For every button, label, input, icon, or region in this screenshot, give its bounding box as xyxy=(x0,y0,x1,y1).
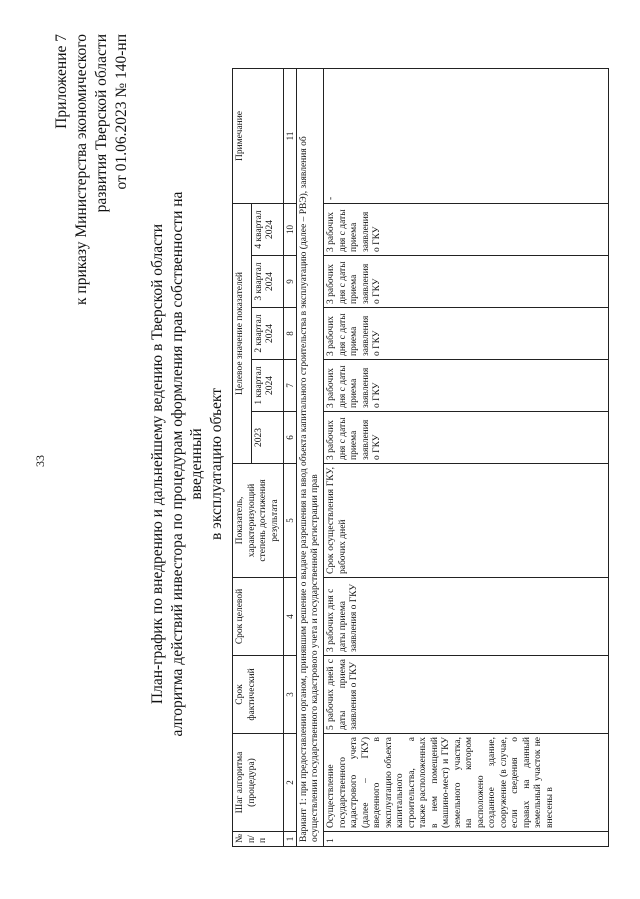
row-q4: 3 рабочих дня с даты приема заявления о ГКУ xyxy=(324,204,609,256)
appendix-line: от 01.06.2023 № 140-нп xyxy=(113,34,130,190)
row-target: 3 рабочих дня с даты приема заявления о ГКУ xyxy=(324,578,609,656)
row-number: 1 xyxy=(324,832,609,847)
header-indicator: Показатель, характеризующий степень достижения результата xyxy=(233,464,284,578)
header-step: Шаг алгоритма (процедура) xyxy=(233,734,284,832)
appendix-line: Приложение 7 xyxy=(53,34,70,129)
column-number: 1 xyxy=(284,832,297,847)
header-q4: 4 квартал 2024 xyxy=(251,204,283,256)
column-number: 8 xyxy=(284,308,297,360)
header-row xyxy=(233,69,252,847)
column-number: 6 xyxy=(284,412,297,464)
header-q2: 2 квартал 2024 xyxy=(251,308,283,360)
column-number: 9 xyxy=(284,256,297,308)
header-q3: 3 квартал 2024 xyxy=(251,256,283,308)
row-q2: 3 рабочих дня с даты приема заявления о ГКУ xyxy=(324,308,609,360)
header-2023: 2023 xyxy=(251,412,283,464)
row-indicator: Срок осуществления ГКУ, рабочих дней xyxy=(324,464,609,578)
column-number: 7 xyxy=(284,360,297,412)
column-number-row xyxy=(284,69,297,847)
column-number: 11 xyxy=(284,69,297,204)
variant-text: Вариант 1: при предоставлении органом, принявшим решение о выдаче разрешения на ввод объекта капитального строительства в эксплуатацию (далее – РВЭ), заявления об осуществлении государственного кадастрового учета и государственной регистрации прав xyxy=(297,69,324,847)
document-title xyxy=(148,179,226,749)
row-q1: 3 рабочих дня с даты приема заявления о ГКУ xyxy=(324,360,609,412)
header-num: № п/п xyxy=(233,832,284,847)
header-note: Примечание xyxy=(233,69,284,204)
row-q3: 3 рабочих дня с даты приема заявления о ГКУ xyxy=(324,256,609,308)
header-q1: 1 квартал 2024 xyxy=(251,360,283,412)
row-step: Осуществление государственного кадастрового учета (далее – ГКУ) введенного в эксплуатацию объекта капитального строительства, а также расположенных в нем помещений (машино-мест) и ГКУ земельного участка, на котором расположено созданное здание, сооружение (в случае, если сведения о правах на данный земельный участок не внесены в xyxy=(324,734,609,832)
table-row xyxy=(324,69,609,847)
appendix-line: развития Тверской области xyxy=(93,34,110,213)
column-number: 4 xyxy=(284,578,297,656)
title-line: алгоритма действий инвестора по процедурам оформления прав собственности на введенный xyxy=(168,191,205,737)
header-actual: Срок фактический xyxy=(233,656,284,734)
variant-row xyxy=(297,69,324,847)
column-number: 2 xyxy=(284,734,297,832)
row-note: - xyxy=(324,69,609,204)
row-actual: 5 рабочих дней с даты приема заявления о ГКУ xyxy=(324,656,609,734)
appendix-line: к приказу Министерства экономического xyxy=(73,34,90,305)
column-number: 3 xyxy=(284,656,297,734)
plan-table xyxy=(232,68,609,847)
column-number: 10 xyxy=(284,204,297,256)
header-target-group: Целевое значение показателей xyxy=(233,204,252,464)
title-line: План-график по внедрению и дальнейшему ведению в Тверской области xyxy=(149,223,166,705)
row-2023: 3 рабочих дня с даты приема заявления о ГКУ xyxy=(324,412,609,464)
column-number: 5 xyxy=(284,464,297,578)
page-number: 33 xyxy=(33,455,47,467)
title-line: в эксплуатацию объект xyxy=(207,387,225,541)
header-target: Срок целевой xyxy=(233,578,284,656)
appendix-header xyxy=(52,34,132,454)
